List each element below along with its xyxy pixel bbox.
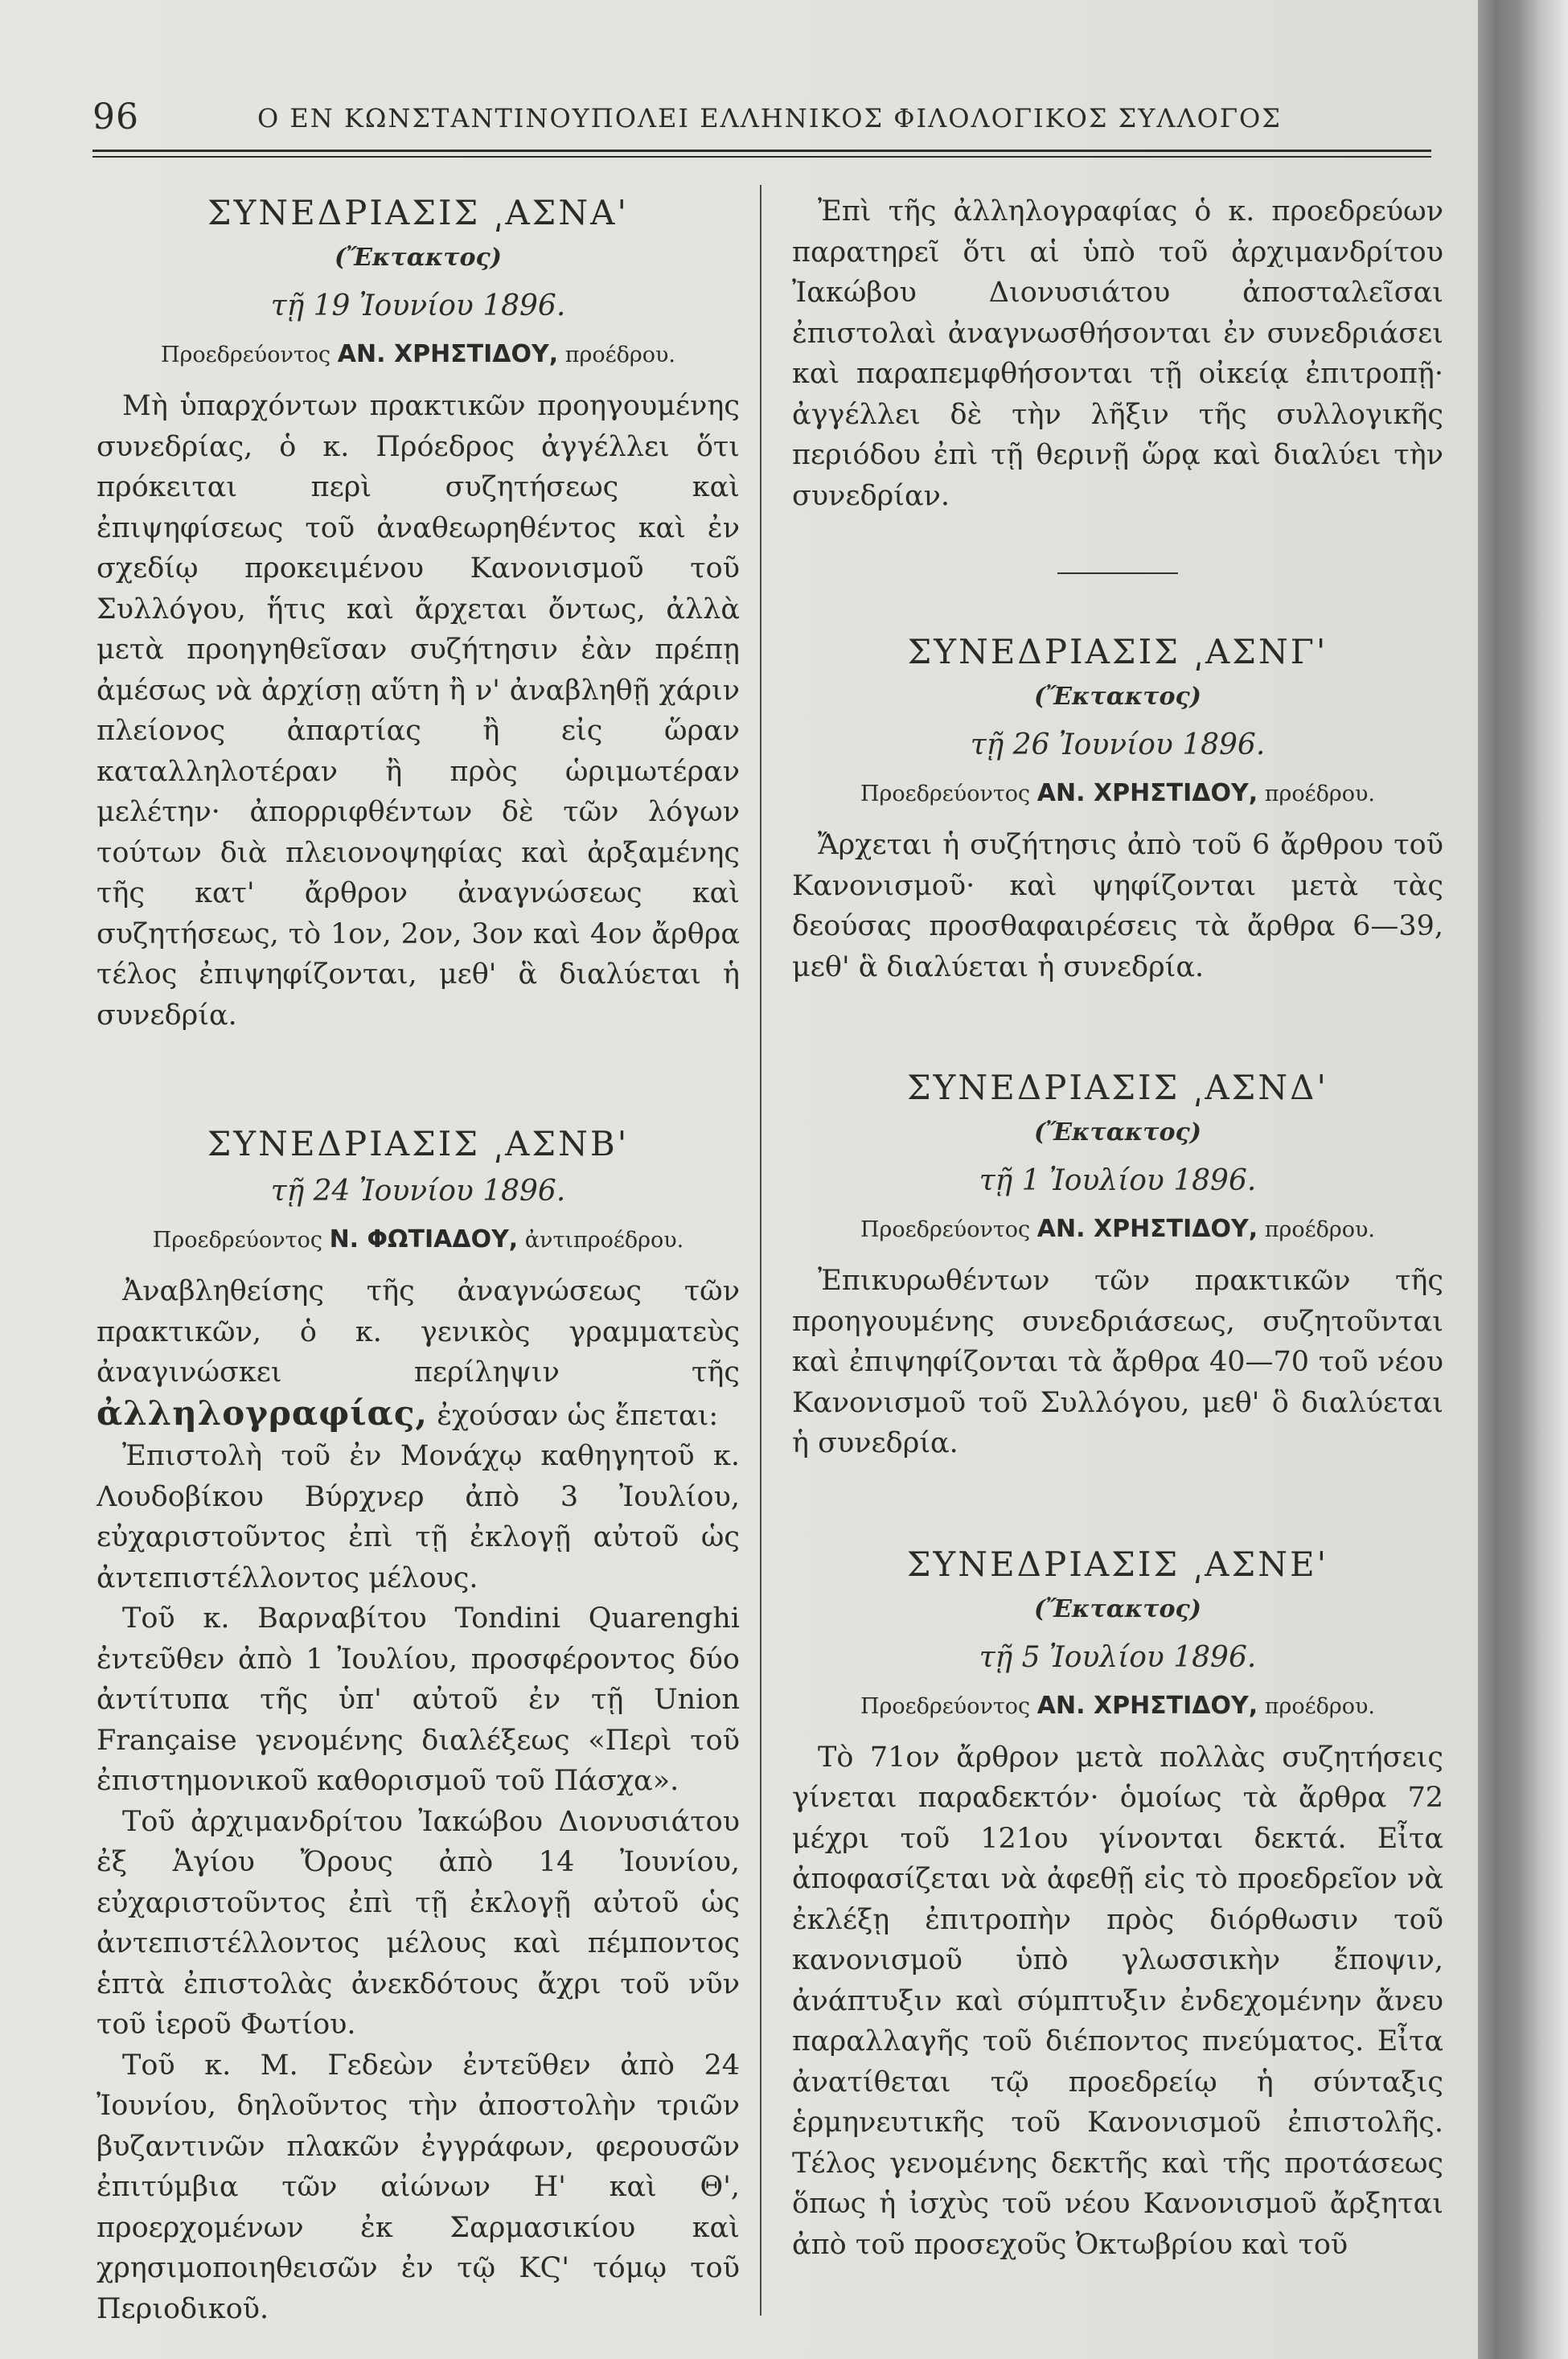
chair-prefix: Προεδρεύοντος bbox=[860, 782, 1031, 806]
chair-name: ΑΝ. ΧΡΗΣΤΙΔΟΥ, bbox=[1036, 1215, 1258, 1243]
header-rule bbox=[92, 150, 1431, 152]
session-date: τῇ 1 Ἰουλίου 1896. bbox=[979, 1164, 1257, 1197]
session-title: ΣΥΝΕΔΡΙΑΣΙΣ ͵ΑΣΝΓ' bbox=[907, 632, 1328, 671]
running-title: Ο ΕΝ ΚΩΝΣΤΑΝΤΙΝΟΥΠΟΛΕΙ ΕΛΛΗΝΙΚΟΣ ΦΙΛΟΛΟΓΙΚΟΣ ΣΥΛΛΟΓΟΣ bbox=[257, 103, 1282, 133]
chair-role: προέδρου. bbox=[1264, 782, 1375, 806]
session-body: Μὴ ὑπαρχόντων πρακτικῶν προηγουμένης συνεδρίας, ὁ κ. Πρόεδρος ἀγγέλλει ὅτι πρόκειται περὶ συζητήσεως καὶ ἐπιψηφίσεως τοῦ ἀναθεωρηθέντος καὶ ἐν σχεδίῳ προκειμένου Κανονισμοῦ τοῦ Συλλόγου, ἥτις καὶ ἄρχεται ὄντως, ἀλλὰ μετὰ προηγηθεῖσαν συζήτησιν ἐὰν πρέπῃ ἀμέσως νὰ ἀρχίσῃ αὕτη ἢ ν' ἀναβληθῇ χάριν πλείονος ἀπαρτίας ἢ εἰς ὥραν καταλληλοτέραν ἢ πρὸς ὡριμωτέραν μελέτην· ἀπορριφθέντων δὲ τῶν λόγων τούτων διὰ πλειονοψηφίας καὶ ἀρξαμένης τῆς κατ' ἄρθρον ἀναγνώσεως καὶ συζητήσεως, τὸ 1ον, 2ον, 3ον καὶ 4ον ἄρθρα τέλος ἐπιψηφίζονται, μεθ' ἃ διαλύεται ἡ συνεδρία. bbox=[96, 390, 740, 1032]
session-chair bbox=[792, 779, 1443, 807]
column-divider bbox=[760, 185, 761, 2316]
session-chair bbox=[96, 340, 740, 368]
session-extraordinary: (Ἔκτακτος) bbox=[335, 244, 502, 272]
session-date: τῇ 26 Ἰουνίου 1896. bbox=[970, 728, 1266, 761]
intro-tail: ἐχούσαν ὡς ἔπεται: bbox=[437, 1399, 719, 1432]
session-extraordinary: (Ἔκτακτος) bbox=[1034, 683, 1201, 711]
letter-item: Ἐπιστολὴ τοῦ ἐν Μονάχῳ καθηγητοῦ κ. Λουδοβίκου Βύρχνερ ἀπὸ 3 Ἰουλίου, εὐχαριστοῦντος ἐπὶ τῇ ἐκλογῇ αὐτοῦ ὡς ἀντεπιστέλλοντος μέλους. bbox=[96, 1440, 740, 1594]
chair-role: προέδρου. bbox=[1264, 1217, 1375, 1242]
session-heading-4 bbox=[792, 1068, 1443, 1243]
right-column bbox=[792, 191, 1443, 2265]
correspondence-remark: Ἐπὶ τῆς ἀλληλογραφίας ὁ κ. προεδρεύων παρατηρεῖ ὅτι αἱ ὑπὸ τοῦ ἀρχιμανδρίτου Ἰακώβου Διονυσιάτου ἀποσταλεῖσαι ἐπιστολαὶ ἀναγνωσθήσονται ἐν συνεδριάσει καὶ παραπεμφθήσονται τῇ οἰκείᾳ ἐπιτροπῇ· ἀγγέλλει δὲ τὴν λῆξιν τῆς συλλογικῆς περιόδου ἐπὶ τῇ θερινῇ ὥρᾳ καὶ διαλύει τὴν συνεδρίαν. bbox=[792, 195, 1443, 512]
session-extraordinary: (Ἔκτακτος) bbox=[1034, 1594, 1201, 1623]
page-header bbox=[92, 96, 1431, 145]
correspondence-word: ἀλληλογραφίας, bbox=[96, 1393, 429, 1433]
session-body: Ἄρχεται ἡ συζήτησις ἀπὸ τοῦ 6 ἄρθρου τοῦ Κανονισμοῦ· καὶ ψηφίζονται μετὰ τὰς δεούσας προσθαφαιρέσεις τὰ ἄρθρα 6—39, μεθ' ἃ διαλύεται ἡ συνεδρία. bbox=[792, 829, 1443, 983]
chair-name: ΑΝ. ΧΡΗΣΤΙΔΟΥ, bbox=[1036, 779, 1258, 807]
chair-name: ΑΝ. ΧΡΗΣΤΙΔΟΥ, bbox=[337, 340, 559, 368]
chair-prefix: Προεδρεύοντος bbox=[860, 1693, 1031, 1719]
session-title: ΣΥΝΕΔΡΙΑΣΙΣ ͵ΑΣΝΑ' bbox=[207, 193, 630, 232]
chair-role: προέδρου. bbox=[1264, 1693, 1375, 1719]
session-chair bbox=[96, 1225, 740, 1253]
session-title: ΣΥΝΕΔΡΙΑΣΙΣ ͵ΑΣΝΔ' bbox=[906, 1068, 1329, 1107]
letter-item: Τοῦ κ. Μ. Γεδεὼν ἐντεῦθεν ἀπὸ 24 Ἰουνίου, δηλοῦντος τὴν ἀποστολὴν τριῶν βυζαντινῶν πλακῶν ἐγγράφων, φερουσῶν ἐπιτύμβια τῶν αἰώνων Η' καὶ Θ', προερχομένων ἐκ Σαρμασικίου καὶ χρησιμοποιηθεισῶν ἐν τῷ ΚϚ' τόμῳ τοῦ Περιοδικοῦ. bbox=[96, 2049, 740, 2325]
chair-role: ἀντιπροέδρου. bbox=[524, 1228, 684, 1253]
letter-item: Τοῦ κ. Βαρναβίτου Tondini Quarenghi ἐντεῦθεν ἀπὸ 1 Ἰουλίου, προσφέροντος δύο ἀντίτυπα τῆς ὑπ' αὐτοῦ ἐν τῇ Union Française γενομένης διαλέξεως «Περὶ τοῦ ἐπιστημονικοῦ καθορισμοῦ τοῦ Πάσχα». bbox=[96, 1602, 740, 1797]
session-date: τῇ 24 Ἰουνίου 1896. bbox=[270, 1175, 566, 1208]
session-date: τῇ 19 Ἰουνίου 1896. bbox=[270, 289, 566, 322]
left-column bbox=[96, 193, 740, 2329]
session-body: Τὸ 71ον ἄρθρον μετὰ πολλὰς συζητήσεις γίνεται παραδεκτόν· ὁμοίως τὰ ἄρθρα 72 μέχρι τοῦ 121ου γίνονται δεκτά. Εἶτα ἀποφασίζεται νὰ ἀφεθῇ εἰς τὸ προεδρεῖον νὰ ἐκλέξῃ ἐπιτροπὴν πρὸς διόρθωσιν τοῦ κανονισμοῦ ὑπὸ γλωσσικὴν ἔποψιν, ἀνάπτυξιν καὶ σύμπτυξιν ἐνδεχομένην ἄνευ παραλλαγῆς τοῦ διέποντος πνεύματος. Εἶτα ἀνατίθεται τῷ προεδρείῳ ἡ σύνταξις ἑρμηνευτικῆς τοῦ Κανονισμοῦ ἐπιστολῆς. Τέλος γενομένης δεκτῆς καὶ τῆς προτάσεως ὅπως ἡ ἰσχὺς τοῦ νέου Κανονισμοῦ ἄρξηται ἀπὸ τοῦ προσεχοῦς Ὀκτωβρίου καὶ τοῦ bbox=[792, 1741, 1443, 2261]
session-extraordinary: (Ἔκτακτος) bbox=[1034, 1118, 1201, 1147]
session-date: τῇ 5 Ἰουλίου 1896. bbox=[979, 1640, 1257, 1674]
chair-prefix: Προεδρεύοντος bbox=[161, 343, 331, 367]
chair-prefix: Προεδρεύοντος bbox=[860, 1217, 1031, 1242]
session-heading-5 bbox=[792, 1545, 1443, 1720]
header-rule-thin bbox=[92, 156, 1431, 158]
page-number: 96 bbox=[92, 96, 139, 137]
letter-item: Τοῦ ἀρχιμανδρίτου Ἰακώβου Διονυσιάτου ἐξ Ἁγίου Ὄρους ἀπὸ 14 Ἰουνίου, εὐχαριστοῦντος ἐπὶ τῇ ἐκλογῇ αὐτοῦ ὡς ἀντεπιστέλλοντος μέλους καὶ πέμποντος ἑπτὰ ἐπιστολὰς ἀνεκδότους ἄχρι τοῦ νῦν τοῦ ἱεροῦ Φωτίου. bbox=[96, 1805, 740, 2041]
session-heading-2 bbox=[96, 1124, 740, 1253]
chair-name: Ν. ΦΩΤΙΑΔΟΥ, bbox=[329, 1225, 519, 1253]
chair-name: ΑΝ. ΧΡΗΣΤΙΔΟΥ, bbox=[1036, 1691, 1258, 1720]
spacer bbox=[792, 1464, 1443, 1545]
spacer bbox=[96, 1036, 740, 1124]
session-title: ΣΥΝΕΔΡΙΑΣΙΣ ͵ΑΣΝΕ' bbox=[906, 1544, 1329, 1584]
page-edge-shadow bbox=[1478, 0, 1568, 2359]
correspondence-intro bbox=[96, 1271, 740, 1436]
session-chair bbox=[792, 1692, 1443, 1720]
session-body: Ἐπικυρωθέντων τῶν πρακτικῶν τῆς προηγουμένης συνεδριάσεως, συζητοῦνται καὶ ἐπιψηφίζονται τὰ ἄρθρα 40—70 τοῦ νέου Κανονισμοῦ τοῦ Συλλόγου, μεθ' ὃ διαλύεται ἡ συνεδρία. bbox=[792, 1265, 1443, 1459]
section-separator bbox=[1057, 572, 1178, 574]
intro-text: Ἀναβληθείσης τῆς ἀναγνώσεως τῶν πρακτικῶν, ὁ κ. γενικὸς γραμματεὺς ἀναγινώσκει περίληψιν τῆς bbox=[96, 1275, 740, 1389]
session-chair bbox=[792, 1215, 1443, 1243]
chair-role: προέδρου. bbox=[564, 343, 675, 367]
chair-prefix: Προεδρεύοντος bbox=[152, 1228, 322, 1253]
session-title: ΣΥΝΕΔΡΙΑΣΙΣ ͵ΑΣΝΒ' bbox=[207, 1124, 630, 1163]
spacer bbox=[792, 987, 1443, 1068]
session-heading-1 bbox=[96, 193, 740, 368]
session-heading-3 bbox=[792, 632, 1443, 807]
